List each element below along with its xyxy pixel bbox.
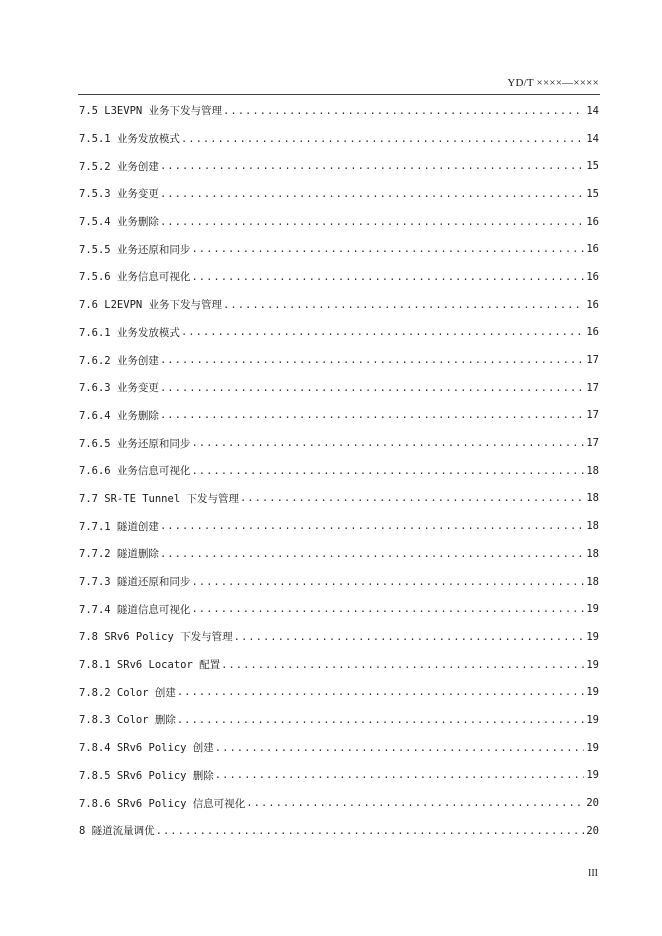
toc-entry-title: 7.6.6 业务信息可视化	[79, 465, 191, 478]
toc-entry[interactable]	[79, 789, 599, 817]
toc-dot-leader	[246, 797, 584, 809]
toc-dot-leader	[181, 133, 584, 145]
toc-entry-title: 7.8.5 SRv6 Policy 删除	[79, 769, 214, 782]
toc-entry-title: 7.6.1 业务发放模式	[79, 326, 180, 339]
table-of-contents	[79, 97, 599, 845]
toc-entry-page: 16	[586, 270, 599, 283]
toc-dot-leader	[191, 465, 584, 477]
toc-entry[interactable]	[79, 152, 599, 180]
toc-entry-page: 17	[586, 437, 599, 450]
toc-entry-title: 7.5.2 业务创建	[79, 160, 159, 173]
toc-entry[interactable]	[79, 402, 599, 430]
toc-entry-title: 7.7.3 隧道还原和同步	[79, 576, 191, 589]
toc-entry-title: 7.6.2 业务创建	[79, 354, 159, 367]
toc-entry-page: 18	[586, 520, 599, 533]
toc-entry[interactable]	[79, 706, 599, 734]
toc-entry[interactable]	[79, 235, 599, 263]
toc-entry-page: 18	[586, 575, 599, 588]
toc-entry-page: 19	[586, 658, 599, 671]
toc-entry-page: 15	[586, 160, 599, 173]
toc-entry-title: 7.8.6 SRv6 Policy 信息可视化	[79, 797, 246, 810]
toc-entry-title: 8 隧道流量调优	[79, 825, 155, 838]
toc-entry-title: 7.6 L2EVPN 业务下发与管理	[79, 299, 223, 312]
toc-entry-page: 19	[586, 713, 599, 726]
toc-entry-title: 7.8.4 SRv6 Policy 创建	[79, 742, 214, 755]
toc-dot-leader	[160, 520, 584, 532]
toc-dot-leader	[240, 492, 584, 504]
toc-entry-page: 18	[586, 547, 599, 560]
toc-entry[interactable]	[79, 429, 599, 457]
toc-entry-page: 14	[586, 104, 599, 117]
toc-entry-page: 16	[586, 243, 599, 256]
toc-dot-leader	[160, 409, 584, 421]
toc-dot-leader	[177, 686, 584, 698]
toc-entry-page: 18	[586, 492, 599, 505]
toc-dot-leader	[191, 603, 584, 615]
toc-dot-leader	[160, 188, 584, 200]
toc-dot-leader	[160, 382, 584, 394]
toc-entry[interactable]	[79, 623, 599, 651]
toc-entry-page: 19	[586, 686, 599, 699]
toc-entry[interactable]	[79, 678, 599, 706]
toc-entry[interactable]	[79, 734, 599, 762]
toc-dot-leader	[177, 714, 584, 726]
toc-entry[interactable]	[79, 568, 599, 596]
toc-dot-leader	[191, 243, 584, 255]
toc-entry-page: 20	[586, 824, 599, 837]
toc-entry-title: 7.5.4 业务删除	[79, 216, 159, 229]
toc-entry-page: 17	[586, 381, 599, 394]
toc-dot-leader	[223, 105, 584, 117]
toc-entry[interactable]	[79, 762, 599, 790]
toc-entry[interactable]	[79, 180, 599, 208]
toc-entry-title: 7.5.1 业务发放模式	[79, 133, 180, 146]
toc-dot-leader	[160, 160, 584, 172]
toc-entry-page: 16	[586, 298, 599, 311]
toc-entry-title: 7.7.2 隧道删除	[79, 548, 159, 561]
toc-entry-title: 7.8 SRv6 Policy 下发与管理	[79, 631, 233, 644]
toc-entry-page: 19	[586, 741, 599, 754]
toc-entry[interactable]	[79, 457, 599, 485]
toc-dot-leader	[191, 271, 584, 283]
toc-entry[interactable]	[79, 512, 599, 540]
toc-entry[interactable]	[79, 208, 599, 236]
toc-entry-page: 16	[586, 326, 599, 339]
toc-dot-leader	[191, 576, 584, 588]
header-rule	[78, 94, 600, 95]
toc-entry-title: 7.5 L3EVPN 业务下发与管理	[79, 105, 223, 118]
toc-entry-title: 7.6.4 业务删除	[79, 409, 159, 422]
toc-entry-title: 7.6.3 业务变更	[79, 382, 159, 395]
toc-entry-title: 7.5.5 业务还原和同步	[79, 243, 191, 256]
toc-entry-page: 19	[586, 630, 599, 643]
toc-entry-page: 19	[586, 769, 599, 782]
toc-entry[interactable]	[79, 374, 599, 402]
toc-entry-title: 7.7.1 隧道创建	[79, 520, 159, 533]
toc-entry-page: 16	[586, 215, 599, 228]
toc-entry-page: 17	[586, 409, 599, 422]
toc-entry-page: 17	[586, 354, 599, 367]
toc-entry[interactable]	[79, 319, 599, 347]
toc-dot-leader	[215, 742, 584, 754]
toc-dot-leader	[160, 548, 584, 560]
toc-entry-title: 7.8.2 Color 创建	[79, 686, 176, 699]
toc-entry[interactable]	[79, 263, 599, 291]
toc-dot-leader	[221, 659, 584, 671]
toc-entry-title: 7.7.4 隧道信息可视化	[79, 603, 191, 616]
toc-dot-leader	[160, 354, 584, 366]
toc-entry[interactable]	[79, 291, 599, 319]
toc-entry[interactable]	[79, 540, 599, 568]
toc-entry[interactable]	[79, 817, 599, 845]
page-number: III	[588, 868, 598, 879]
toc-dot-leader	[223, 299, 584, 311]
toc-entry-page: 18	[586, 464, 599, 477]
toc-dot-leader	[234, 631, 584, 643]
toc-entry-title: 7.5.3 业务变更	[79, 188, 159, 201]
toc-entry-title: 7.8.3 Color 删除	[79, 714, 176, 727]
toc-entry-title: 7.7 SR-TE Tunnel 下发与管理	[79, 492, 239, 505]
toc-entry[interactable]	[79, 485, 599, 513]
toc-entry[interactable]	[79, 125, 599, 153]
toc-entry-title: 7.6.5 业务还原和同步	[79, 437, 191, 450]
toc-dot-leader	[191, 437, 584, 449]
toc-entry[interactable]	[79, 595, 599, 623]
toc-dot-leader	[160, 216, 584, 228]
toc-entry-title: 7.8.1 SRv6 Locator 配置	[79, 659, 221, 672]
toc-entry-page: 14	[586, 132, 599, 145]
toc-entry-page: 15	[586, 187, 599, 200]
toc-dot-leader	[215, 769, 584, 781]
toc-entry[interactable]	[79, 346, 599, 374]
toc-entry-page: 20	[586, 797, 599, 810]
document-code-header: YD/T ××××—××××	[507, 77, 599, 89]
toc-entry[interactable]	[79, 651, 599, 679]
toc-dot-leader	[156, 825, 584, 837]
toc-dot-leader	[181, 326, 584, 338]
toc-entry-title: 7.5.6 业务信息可视化	[79, 271, 191, 284]
toc-entry[interactable]	[79, 97, 599, 125]
toc-entry-page: 19	[586, 603, 599, 616]
